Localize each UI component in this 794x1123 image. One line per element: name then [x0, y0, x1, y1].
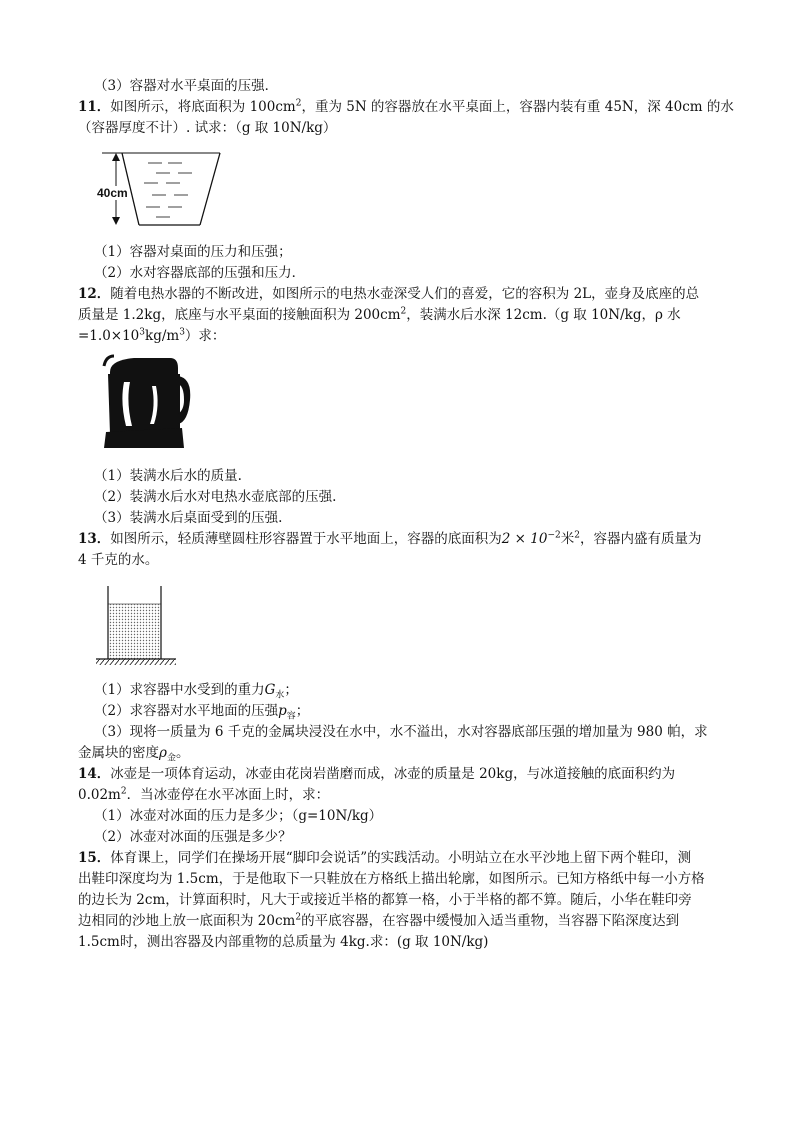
q14-text-a: 冰壶是一项体育运动，冰壶由花岗岩凿磨而成，冰壶的质量是 20kg，与冰道接触的底面积约为: [110, 766, 676, 782]
q13-text-line2: 4 千克的水。: [78, 552, 159, 568]
q12-text-c2: kg/m: [145, 328, 180, 344]
superscript: 3: [179, 327, 185, 338]
superscript: 2: [295, 912, 302, 923]
punct: ；: [295, 703, 310, 719]
q15-text-d1: 边相同的沙地上放一底面积为 20cm: [78, 913, 296, 929]
superscript: 2: [400, 306, 407, 317]
q15-text-a: 体育课上，同学们在操场开展“脚印会说话”的实践活动。小明站立在水平沙地上留下两个鞋印，测: [110, 850, 692, 866]
superscript: 2: [295, 98, 302, 109]
symbol-g: G: [264, 682, 276, 698]
q15-text-line1: [78, 848, 728, 868]
q13-container-figure: [94, 582, 180, 670]
q15-text-line2: 出鞋印深度均为 1.5cm，于是他取下一只鞋放在方格纸上描出轮廓，如图所示。已知方格纸中每一小方格: [78, 871, 705, 887]
q13-text-a5: ，容器内盛有质量为: [579, 531, 702, 547]
q13-sub3: （3）现将一质量为 6 千克的金属块浸没在水中，水不溢出，水对容器底部压强的增加量为 980 帕，求: [94, 724, 708, 740]
q15-number: 15．: [78, 850, 111, 866]
punct: 。: [175, 745, 190, 761]
q12-text-c3: ）求：: [184, 328, 226, 344]
q14-sub1: （1）冰壶对冰面的压力是多少；（g=10N/kg）: [94, 808, 383, 824]
q14-text-b1: 0.02m: [78, 787, 121, 803]
q11-sub1: （1）容器对桌面的压力和压强；: [94, 244, 292, 260]
q13-number: 13．: [78, 531, 111, 547]
q12-text-b1: 质量是 1.2kg，底座与水平桌面的接触面积为 200cm: [78, 307, 401, 323]
q13-sub2: [94, 701, 744, 721]
q14-text-b2: ．当冰壶停在水平冰面上时，求：: [126, 787, 330, 803]
q15-text-line3: 的边长为 2cm，计算面积时，凡大于或接近半格的都算一格，小于半格的都不算。随后，小华在鞋印旁: [78, 892, 692, 908]
q13-sub3-line2: [78, 743, 728, 763]
q11-text-b: ，重为 5N 的容器放在水平桌面上，容器内装有重 45N，深 40cm 的水: [301, 99, 734, 115]
superscript: 2: [120, 786, 127, 797]
q12-sub1: （1）装满水后水的质量.: [94, 468, 242, 484]
q12-number: 12．: [78, 286, 111, 302]
q13-sub3-text: 金属块的密度: [78, 745, 159, 761]
q11-sub2: （2）水对容器底部的压强和压力．: [94, 265, 306, 281]
superscript: −2: [547, 530, 561, 541]
superscript: 3: [139, 327, 146, 338]
q10-sub3: （3）容器对水平桌面的压强．: [94, 78, 279, 94]
q11-text-line2: （容器厚度不计）. 试求：（g 取 10N/kg）: [78, 120, 337, 136]
q12-sub2: （2）装满水后水对电热水壶底部的压强.: [94, 489, 337, 505]
q12-text-line1: [78, 284, 728, 304]
q12-text-b2: ，装满水后水深 12cm.（g 取 10N/kg，ρ 水: [406, 307, 681, 323]
q12-text-line2: [78, 305, 728, 325]
punct: ；: [284, 682, 298, 698]
superscript: 2: [574, 530, 580, 541]
q13-unit: 米: [560, 531, 575, 547]
symbol-p: p: [278, 703, 287, 719]
q15-text-line5: 1.5cm时，测出容器及内部重物的总质量为 4kg.求：(g 取 10N/kg): [78, 934, 489, 950]
q15-text-line4: [78, 911, 728, 931]
q15-text-d2: 的平底容器，在容器中缓慢加入适当重物，当容器下陷深度达到: [301, 913, 680, 929]
q14-text-line2: [78, 785, 728, 805]
subscript: 金: [166, 753, 176, 764]
q12-kettle-figure: [100, 352, 192, 452]
symbol-rho: ρ: [159, 745, 167, 761]
q12-text-a: 随着电热水器的不断改进，如图所示的电热水壶深受人们的喜爱，它的容积为 2L，壶身及底座的总: [110, 286, 700, 302]
q11-text-a: 如图所示，将底面积为 100cm: [110, 99, 296, 115]
q13-area-value: 2 × 10: [501, 531, 548, 547]
q12-sub3: （3）装满水后桌面受到的压强.: [94, 510, 283, 526]
q14-number: 14．: [78, 766, 111, 782]
subscript: 容: [286, 711, 296, 722]
q11-text-line1: [78, 97, 734, 117]
q11-depth-label: 40cm: [97, 186, 128, 200]
q13-text-line1: [78, 529, 728, 549]
subscript: 水: [275, 690, 285, 701]
q12-text-c1: =1.0×10: [78, 328, 140, 344]
q13-sub1-text: （1）求容器中水受到的重力: [94, 682, 265, 698]
q14-text-line1: [78, 764, 728, 784]
q13-sub2-text: （2）求容器对水平地面的压强: [94, 703, 279, 719]
q12-text-line3: [78, 326, 728, 346]
q13-sub1: [94, 680, 744, 700]
q13-text-a1: 如图所示，轻质薄壁圆柱形容器置于水平地面上，容器的底面积为: [110, 531, 502, 547]
q14-sub2: （2）冰壶对冰面的压强是多少？: [94, 829, 292, 845]
q11-number: 11．: [78, 99, 111, 115]
